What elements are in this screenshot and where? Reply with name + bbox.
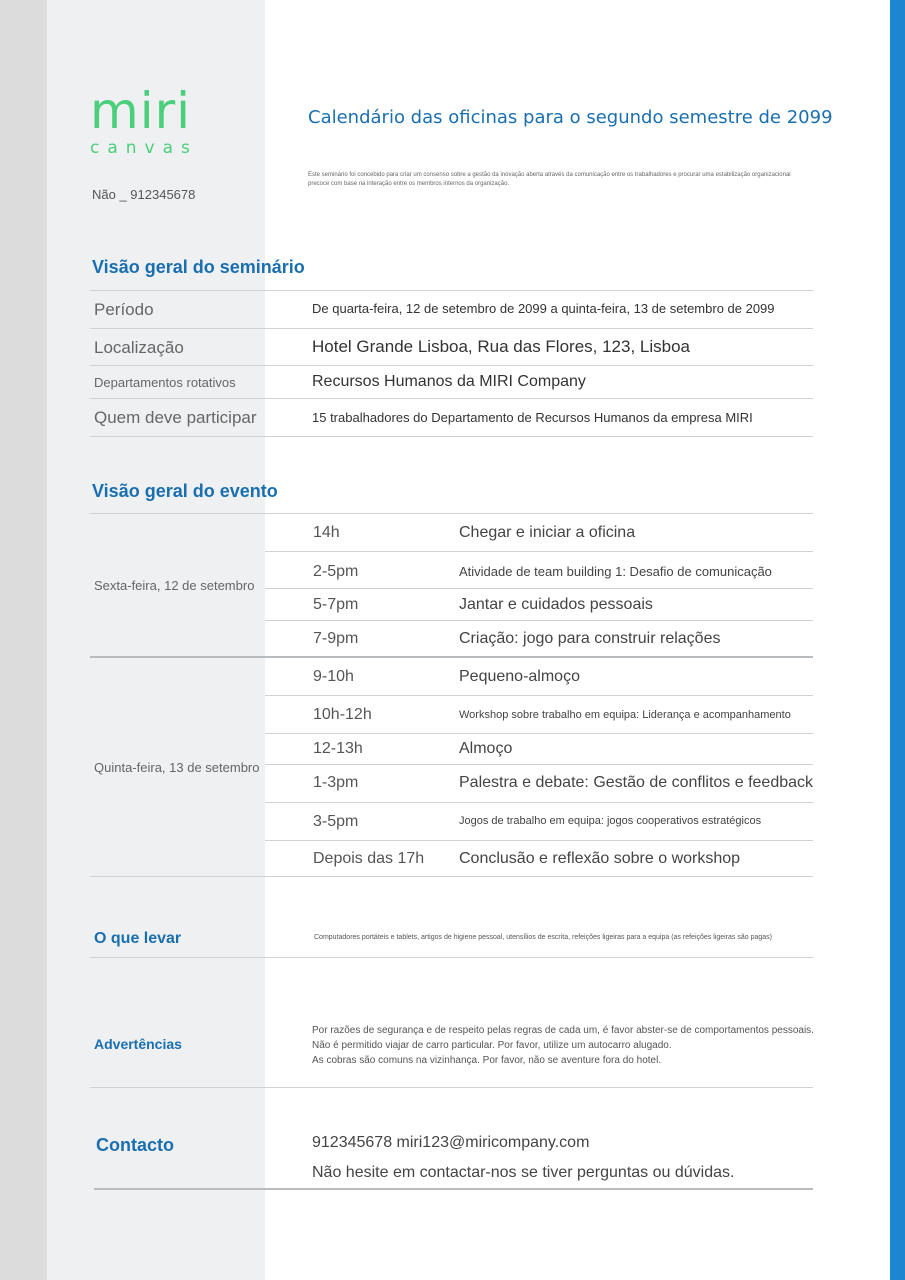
overview-section-title: Visão geral do seminário [92,257,305,277]
divider [265,802,813,803]
divider [265,588,813,589]
divider [90,365,813,366]
overview-label-period: Período [94,300,154,319]
miri-canvas-logo [90,82,220,158]
overview-value-location: Hotel Grande Lisboa, Rua das Flores, 123, Lisboa [312,337,691,356]
day-divider [90,656,813,658]
right-blue-strip [890,0,905,1280]
event-time: 1-3pm [313,774,359,791]
event-time: Depois das 17h [313,850,425,867]
event-description: Chegar e iniciar a oficina [459,524,636,541]
left-gray-strip [0,0,47,1280]
overview-label-location: Localização [94,338,184,357]
intro-paragraph: Este seminário foi concebido para criar um consenso sobre a gestão da inovação aberta através da comunicação entre os trabalhadores e procurar uma estabilização organizacional precoce com base na interação entre os membros internos da organização. [308,172,791,187]
page-title: Calendário das oficinas para o segundo semestre de 2099 [308,107,833,128]
logo-main-text: miri [90,82,192,140]
contact-note: Não hesite em contactar-nos se tiver perguntas ou dúvidas. [312,1164,735,1181]
event-time: 3-5pm [313,813,359,830]
divider [90,1087,813,1088]
divider [90,290,813,291]
day-label-thursday: Quinta-feira, 13 de setembro [94,760,260,775]
divider [265,695,813,696]
divider [265,551,813,552]
event-time: 2-5pm [313,563,359,580]
warnings-section-title: Advertências [94,1036,182,1052]
warning-line: As cobras são comuns na vizinhança. Por favor, não se aventure fora do hotel. [312,1055,662,1066]
warnings-text [312,1023,814,1068]
day-label-friday: Sexta-feira, 12 de setembro [94,578,255,593]
overview-value-departments: Recursos Humanos da MIRI Company [312,373,586,390]
bring-section-title: O que levar [94,930,182,947]
event-description: Atividade de team building 1: Desafio de comunicação [459,564,772,579]
divider [94,1188,813,1190]
overview-value-participants: 15 trabalhadores do Departamento de Recursos Humanos da empresa MIRI [312,410,753,425]
overview-label-departments: Departamentos rotativos [94,375,236,390]
divider [265,840,813,841]
event-time: 12-13h [313,740,363,757]
warning-line: Por razões de segurança e de respeito pelas regras de cada um, é favor abster-se de comportamentos pessoais. [312,1025,814,1036]
event-time: 7-9pm [313,630,359,647]
divider [90,328,813,329]
event-description: Jogos de trabalho em equipa: jogos cooperativos estratégicos [459,815,762,827]
divider [265,620,813,621]
event-description: Jantar e cuidados pessoais [459,596,653,613]
event-time: 10h-12h [313,706,372,723]
event-description: Almoço [459,740,513,757]
logo-sub-text: canvas [90,138,198,158]
event-time: 9-10h [313,668,354,685]
event-description: Pequeno-almoço [459,668,580,685]
bring-text: Computadores portáteis e tablets, artigos de higiene pessoal, utensílios de escrita, refeições ligeiras para a equipa (as refeições ligeiras são pagas) [314,934,772,941]
event-description: Palestra e debate: Gestão de conflitos e feedback [459,774,814,791]
divider [90,957,813,958]
divider [90,398,813,399]
overview-label-participants: Quem deve participar [94,408,257,427]
divider [265,733,813,734]
contact-details: 912345678 miri123@miricompany.com [312,1134,590,1151]
event-time: 5-7pm [313,596,359,613]
divider [90,876,813,877]
divider [90,513,813,514]
divider [90,436,813,437]
event-description: Conclusão e reflexão sobre o workshop [459,850,741,867]
event-description: Workshop sobre trabalho em equipa: Liderança e acompanhamento [459,709,791,721]
events-section-title: Visão geral do evento [92,481,278,501]
contact-section-title: Contacto [96,1135,174,1155]
divider [265,764,813,765]
warning-line: Não é permitido viajar de carro particular. Por favor, utilize um autocarro alugado. [312,1040,672,1051]
event-description: Criação: jogo para construir relações [459,630,721,647]
overview-value-period: De quarta-feira, 12 de setembro de 2099 a quinta-feira, 13 de setembro de 2099 [312,301,775,316]
event-time: 14h [313,524,340,541]
document-number: Não _ 912345678 [92,187,196,202]
